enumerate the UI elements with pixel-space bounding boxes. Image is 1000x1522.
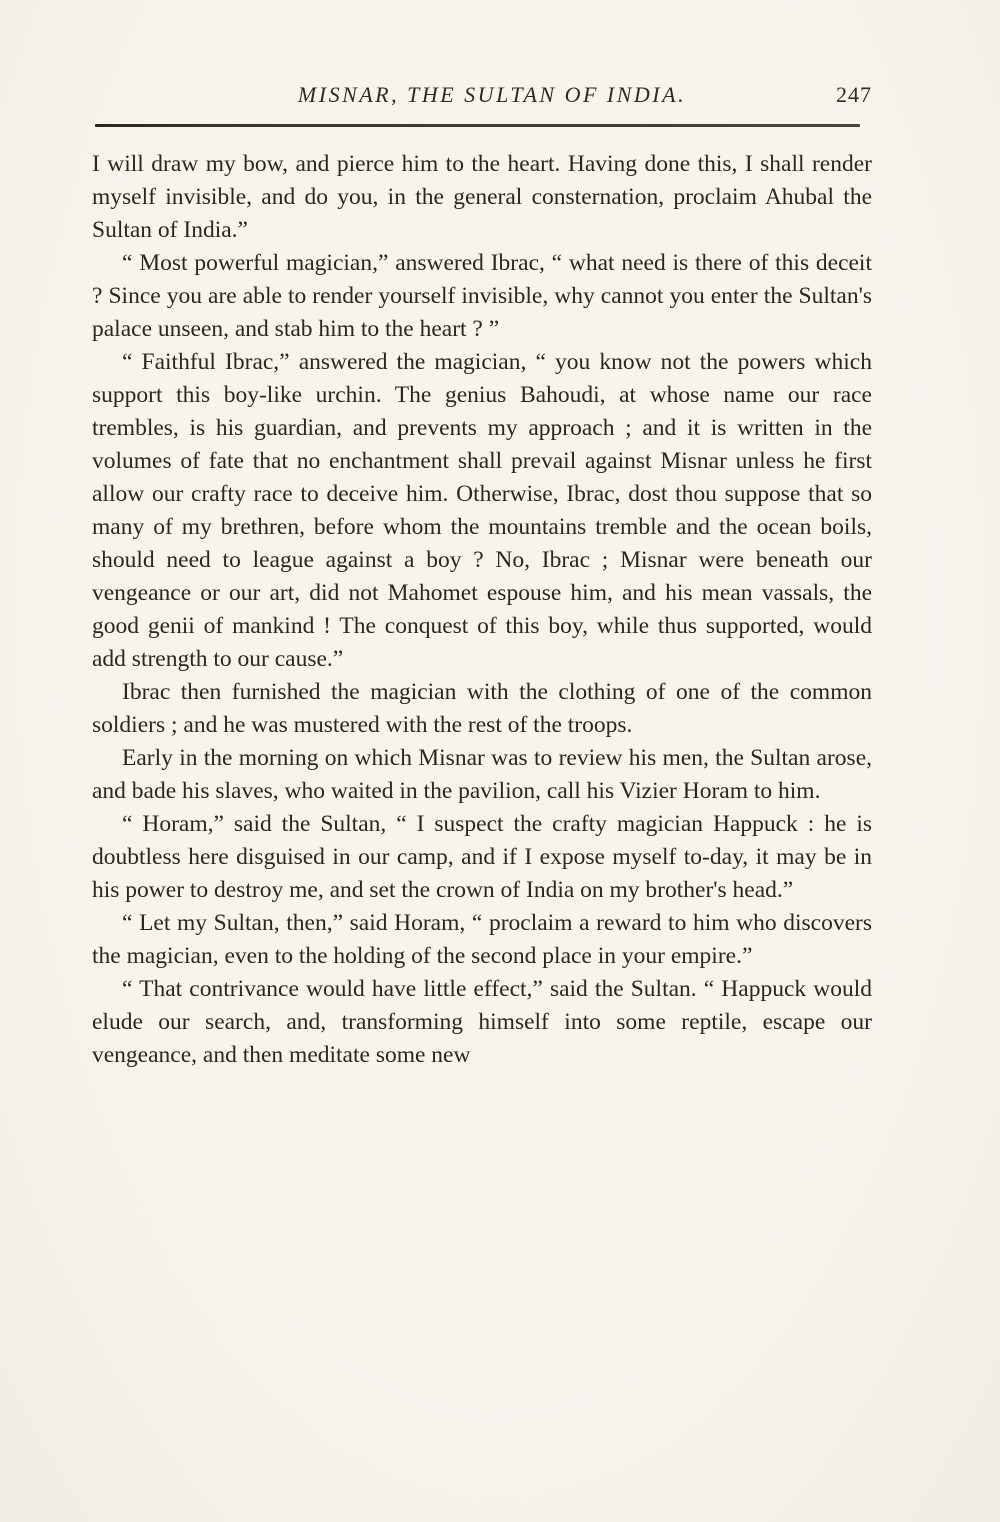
paragraph: Ibrac then furnished the magician with the clothing of one of the common soldiers ; and he was mustered with the rest of the troops. [92, 679, 872, 738]
page-header-title: MISNAR, THE SULTAN OF INDIA. [297, 82, 687, 107]
paragraph: “ Let my Sultan, then,” said Horam, “ proclaim a reward to him who discovers the magician, even to the holding of the second place in your empire.” [92, 910, 872, 969]
page-number: 247 [836, 82, 872, 107]
page-body [92, 148, 872, 1072]
paragraph: “ That contrivance would have little effect,” said the Sultan. “ Happuck would elude our search, and, transforming himself into some reptile, escape our vengeance, and then meditate some new [92, 976, 872, 1068]
header-rule [95, 124, 860, 127]
paragraph: Early in the morning on which Misnar was to review his men, the Sultan arose, and bade his slaves, who waited in the pavilion, call his Vizier Horam to him. [92, 745, 872, 804]
paragraph: “ Most powerful magician,” answered Ibrac, “ what need is there of this deceit ? Since you are able to render yourself invisible, why cannot you enter the Sultan's palace unseen, and stab him to the heart ? ” [92, 250, 872, 342]
paragraph: “ Horam,” said the Sultan, “ I suspect the crafty magician Happuck : he is doubtless here disguised in our camp, and if I expose myself to-day, it may be in his power to destroy me, and set the crown of India on my brother's head.” [92, 811, 872, 903]
paragraph: I will draw my bow, and pierce him to the heart. Having done this, I shall render myself invisible, and do you, in the general consternation, proclaim Ahubal the Sultan of India.” [92, 151, 872, 243]
running-head [92, 82, 872, 108]
paragraph: “ Faithful Ibrac,” answered the magician, “ you know not the powers which support this boy-like urchin. The genius Bahoudi, at whose name our race trembles, is his guardian, and prevents my approach ; and it is written in the volumes of fate that no enchantment shall prevail against Misnar unless he first allow our crafty race to deceive him. Otherwise, Ibrac, dost thou suppose that so many of my brethren, before whom the mountains tremble and the ocean boils, should need to league against a boy ? No, Ibrac ; Misnar were beneath our vengeance or our art, did not Mahomet espouse him, and his mean vassals, the good genii of mankind ! The conquest of this boy, while thus supported, would add strength to our cause.” [92, 349, 872, 672]
